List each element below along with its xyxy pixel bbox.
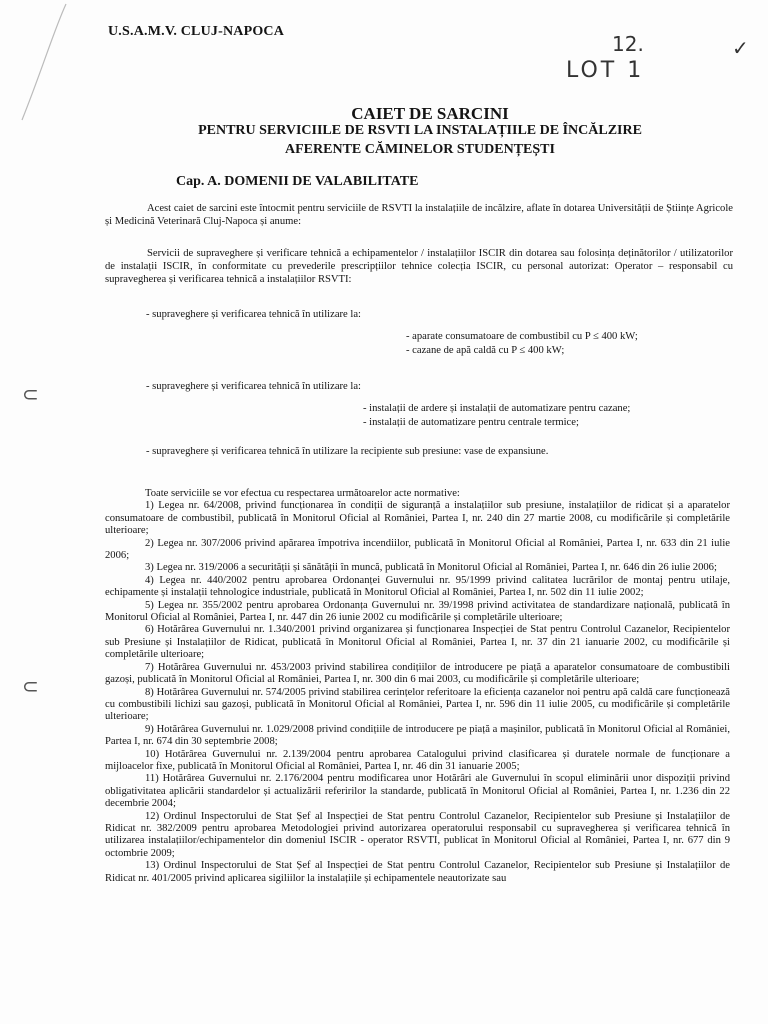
group1-item: - cazane de apă caldă cu P ≤ 400 kW; (406, 345, 565, 356)
list-item: 1) Legea nr. 64/2008, privind funcționarea în condiții de siguranță a instalațiilor sub presiune, instalațiilor de ridicat și a aparatelor consumatoare de combustibil, publicată în Monitorul Oficial al României, Partea I, nr. 240 din 27 martie 2008, cu modificările și completările ulterioare; (105, 500, 730, 537)
list-item: 2) Legea nr. 307/2006 privind apărarea împotriva incendiilor, publicată în Monitorul Oficial al României, Partea I, nr. 633 din 21 iulie 2006; (105, 537, 730, 562)
group2-label: - supraveghere și verificarea tehnică în utilizare la: (146, 381, 361, 392)
institution-header: U.S.A.M.V. CLUJ-NAPOCA (108, 24, 285, 39)
punch-hole-icon: ⊂ (22, 382, 39, 406)
list-item: 10) Hotărârea Guvernului nr. 2.139/2004 pentru aprobarea Catalogului privind clasificarea și duratele normale de funcționare a mijloacelor fixe, publicată în Monitorul Oficial al României, Partea I, nr. 46 din 31 ianuarie 2005; (105, 748, 730, 772)
list-item: 9) Hotărârea Guvernului nr. 1.029/2008 privind condițiile de introducere pe piață a mașinilor, publicată în Monitorul Oficial al României, Partea I, nr. 674 din 30 septembrie 2008; (105, 723, 730, 748)
group1-item: - aparate consumatoare de combustibil cu P ≤ 400 kW; (406, 331, 638, 342)
chapter-heading: Cap. A. DOMENII DE VALABILITATE (176, 174, 419, 189)
document-title: CAIET DE SARCINI (351, 104, 509, 123)
punch-hole-icon: ⊂ (22, 674, 39, 698)
list-item: 13) Ordinul Inspectorului de Stat Șef al Inspecției de Stat pentru Controlul Cazanelor, Recipientelor sub Presiune și Instalațiilor de Ridicat nr. 401/2005 privind aplicarea sigiliilor la instalațiile și echipamentele neautorizate sau (105, 860, 730, 884)
handwritten-lot: LOT 1 (566, 58, 645, 83)
document-subtitle-line1: PENTRU SERVICIILE DE RSVTI LA INSTALAȚIILE DE ÎNCĂLZIRE (198, 123, 642, 138)
list-item: 4) Legea nr. 440/2002 pentru aprobarea Ordonanței Guvernului nr. 95/1999 privind calitatea lucrărilor de montaj pentru utilaje, echipamente și instalații tehnologice industriale, publicată în Monitorul Oficial al României, Partea I, nr. 502 din 11 iulie 2002; (105, 574, 730, 599)
intro-paragraph: Acest caiet de sarcini este întocmit pentru serviciile de RSVTI la instalațiile de incălzire, aflate în dotarea Universității de Științe Agricole și Medicină Veterinară Cluj-Napoca și anume: (105, 203, 733, 227)
list-item: 8) Hotărârea Guvernului nr. 574/2005 privind stabilirea cerințelor referitoare la eficiența cazanelor noi pentru apă caldă care funcționează cu combustibili lichizi sau gazoși, publicată în Monitorul Oficial al României, Partea I, nr. 596 din 11 iulie 2005, cu modificările și completările ulterioare; (105, 686, 730, 723)
acts-intro: Toate serviciile se vor efectua cu respectarea următoarelor acte normative: (145, 488, 460, 499)
group2-item: - instalații de automatizare pentru centrale termice; (363, 417, 579, 428)
list-item: 11) Hotărârea Guvernului nr. 2.176/2004 pentru modificarea unor Hotărâri ale Guvernului în scopul eliminării unor dispoziții privind obligativitatea aplicării standardelor și actualizării referirilor la standarde, publicată în Monitorul Oficial al României, Partea I, nr. 1.236 din 22 decembrie 2004; (105, 773, 730, 810)
list-item: 7) Hotărârea Guvernului nr. 453/2003 privind stabilirea condițiilor de introducere pe piață a aparatelor consumatoare de combustibili gazoși, publicată în Monitorul Oficial al României, Partea I, nr. 300 din 6 mai 2003, cu modificările și completările ulterioare; (105, 661, 730, 686)
group2-item: - instalații de ardere și instalații de automatizare pentru cazane; (363, 403, 631, 414)
normative-acts-list (105, 488, 730, 885)
document-subtitle-line2: AFERENTE CĂMINELOR STUDENȚEȘTI (285, 142, 555, 157)
group1-label: - supraveghere și verificarea tehnică în utilizare la: (146, 309, 361, 320)
handwritten-check-icon: ✓ (732, 36, 749, 60)
list-item: 12) Ordinul Inspectorului de Stat Șef al Inspecției de Stat pentru Controlul Cazanelor, Recipientelor sub Presiune și Instalațiilor de Ridicat nr. 382/2009 pentru aprobarea Metodologiei privind autorizarea operatorului responsabil cu supravegherea și verificarea tehnică în utilizarea instalațiilor/echipamentelor din domeniul ISCIR - operator RSVTI, publicat în Monitorul Oficial al României, Partea I, nr. 677 din 9 octombrie 2009; (105, 810, 730, 859)
handwritten-number: 12. (612, 32, 644, 56)
services-paragraph: Servicii de supraveghere și verificare tehnică a echipamentelor / instalațiilor ISCIR din dotarea sau folosința deținătorilor / utilizatorilor de instalații ISCIR, în conformitate cu prevederile prescripțiilor tehnice colecția ISCIR, cu personal autorizat: Operator – responsabil cu supravegherea și verificarea tehnică a instalațiilor RSVTI: (105, 248, 733, 285)
list-item: 6) Hotărârea Guvernului nr. 1.340/2001 privind organizarea și funcționarea Inspecției de Stat pentru Controlul Cazanelor, Recipientelor sub Presiune și Instalațiilor de Ridicat, publicată în Monitorul Oficial al României, Partea I, nr. 37 din 21 ianuarie 2002, cu modificările și completările ulterioare; (105, 624, 730, 661)
list-item: 3) Legea nr. 319/2006 a securității și sănătății în muncă, publicată în Monitorul Oficial al României, Partea I, nr. 646 din 26 iulie 2006; (145, 562, 717, 574)
group3-label: - supraveghere și verificarea tehnică în utilizare la recipiente sub presiune: vase de expansiune. (146, 446, 549, 457)
list-item: 5) Legea nr. 355/2002 pentru aprobarea Ordonanța Guvernului nr. 39/1998 privind activitatea de standardizare națională, publicată în Monitorul Oficial al României, Partea I, nr. 447 din 26 iunie 2002 cu modificările și completările ulterioare; (105, 599, 730, 624)
